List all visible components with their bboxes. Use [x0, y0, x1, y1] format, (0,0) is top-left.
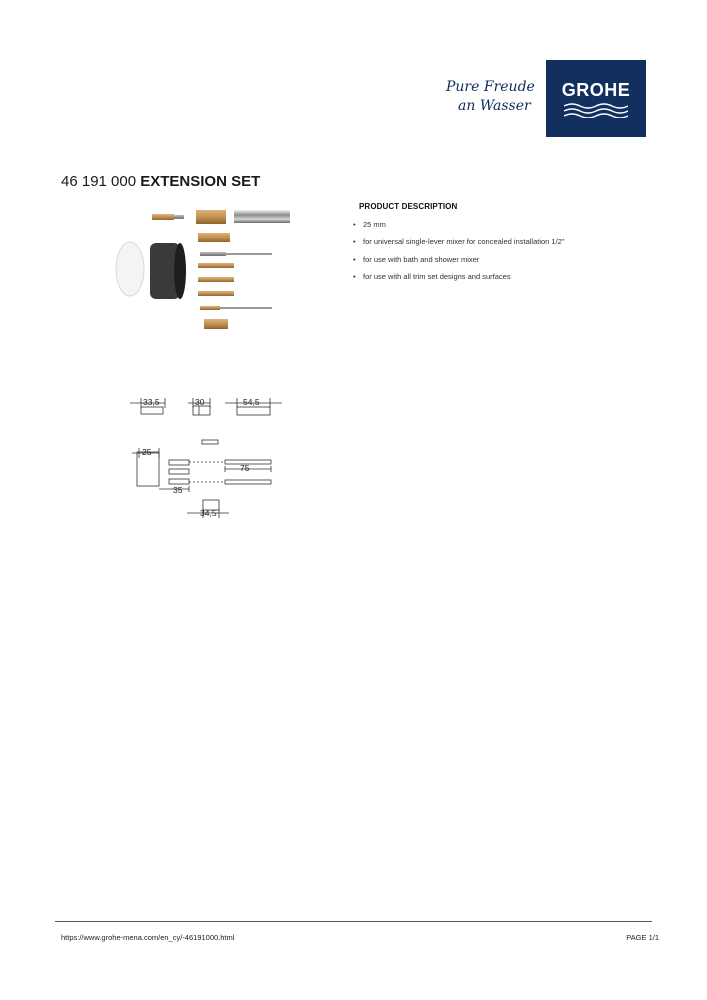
- long-screw-1-shaft: [226, 253, 272, 255]
- dim-label-3: 54,5: [243, 397, 260, 407]
- product-description-list: [353, 220, 565, 289]
- spindle-tip: [174, 215, 184, 219]
- dim-label-4: 25: [142, 447, 152, 457]
- dim-label-1: 33,5: [143, 397, 160, 407]
- list-item: [353, 272, 565, 289]
- brand-slogan: [446, 78, 540, 116]
- footer-divider: [55, 921, 652, 922]
- bullet: •: [353, 271, 356, 281]
- brass-extension-nut: [196, 210, 226, 224]
- dim-label-6: 35: [173, 485, 183, 495]
- logo-wordmark: GROHE: [561, 80, 631, 100]
- dim-label-2: 30: [195, 397, 205, 407]
- product-number: 46 191 000: [61, 173, 137, 190]
- brass-adapter: [198, 233, 230, 242]
- list-item: [353, 237, 565, 254]
- long-screw-1: [200, 252, 226, 256]
- brass-rod-1: [198, 263, 234, 268]
- dim-label-5: 75: [240, 463, 250, 473]
- sleeve-end: [174, 243, 186, 299]
- long-screw-2: [200, 306, 220, 310]
- description-item: for universal single-lever mixer for concealed installation 1/2": [363, 237, 565, 247]
- page-number: PAGE 1/1: [626, 933, 659, 942]
- product-name: EXTENSION SET: [140, 173, 261, 190]
- bullet: •: [353, 237, 356, 247]
- footer-url[interactable]: https://www.grohe-mena.com/en_cy/-46191000.html: [61, 933, 235, 942]
- page-title: [61, 173, 260, 190]
- list-item: [353, 220, 565, 237]
- bullet: •: [353, 220, 356, 229]
- description-item: for use with all trim set designs and surfaces: [363, 271, 511, 281]
- white-cap: [116, 242, 144, 296]
- product-description-heading: PRODUCT DESCRIPTION: [359, 202, 458, 211]
- water-waves-icon: [564, 102, 628, 118]
- long-screw-2-shaft: [220, 307, 272, 309]
- bullet: •: [353, 254, 356, 264]
- technical-drawing: [125, 392, 285, 522]
- description-item: for use with bath and shower mixer: [363, 254, 480, 264]
- grohe-logo: [546, 60, 646, 137]
- brass-rod-2: [198, 277, 234, 282]
- description-item: 25 mm: [363, 220, 386, 229]
- brass-rod-3: [198, 291, 234, 296]
- product-photo: [110, 205, 290, 335]
- brass-spindle-small: [152, 214, 174, 220]
- dim-label-7: 34,5: [200, 508, 217, 518]
- brass-bushing: [204, 319, 228, 329]
- slogan-line-2: an Wasser: [458, 98, 531, 114]
- chrome-sleeve: [234, 210, 290, 223]
- slogan-line-1: Pure Freude: [446, 79, 535, 95]
- list-item: [353, 255, 565, 272]
